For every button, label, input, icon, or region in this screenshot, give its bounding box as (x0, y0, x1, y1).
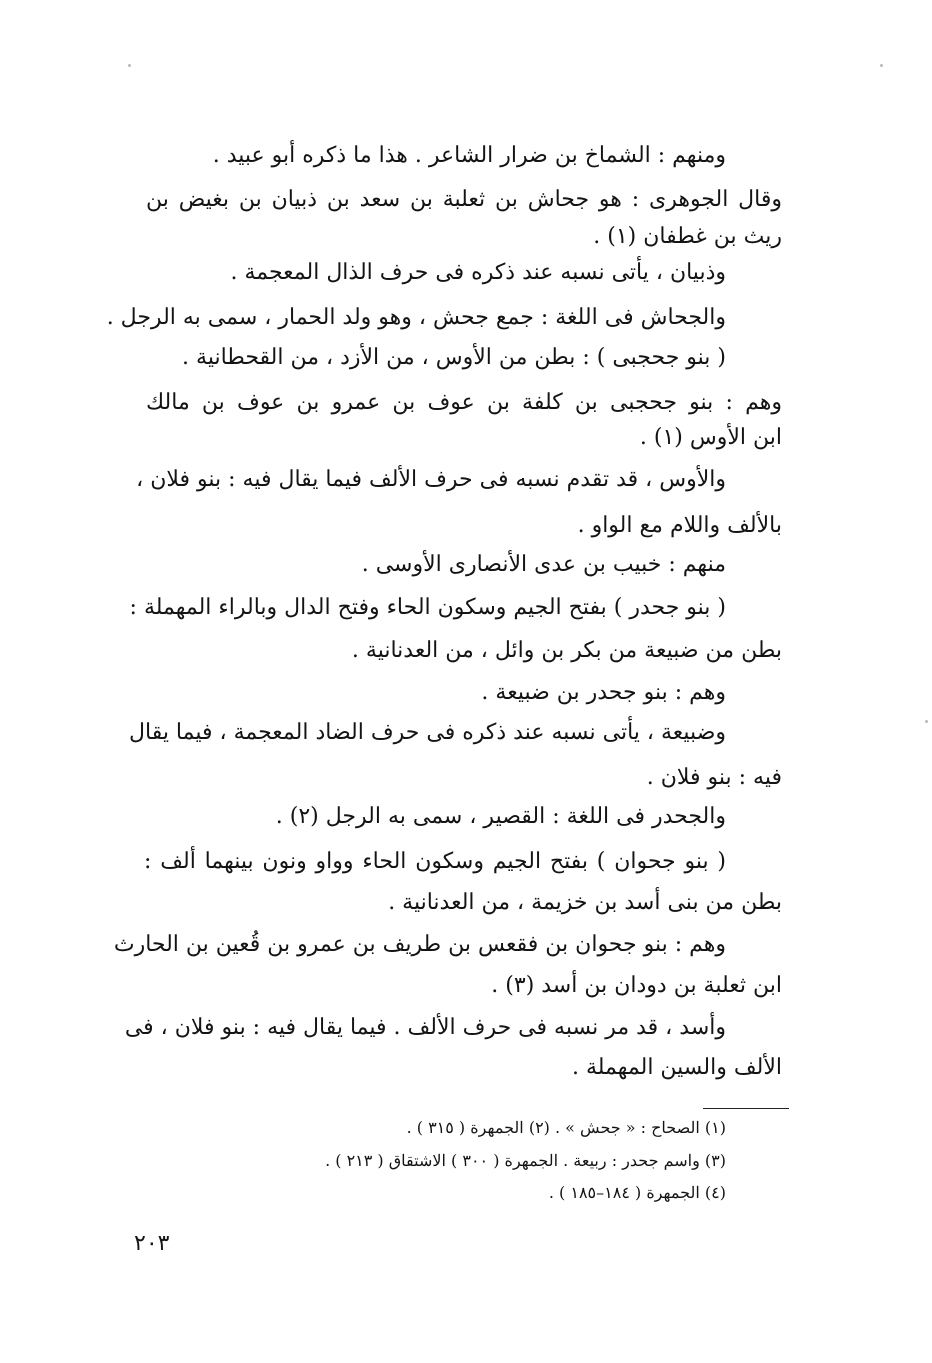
footnote-line: (١) الصحاح : « جحش » . (٢) الجمهرة ( ٣١٥ ) . (406, 1118, 726, 1137)
text-line: ابن الأوس (١) . (639, 425, 782, 450)
text-line: وهم : بنو جحوان بن فقعس بن طريف بن عمرو بن قُعين بن الحارث (113, 932, 726, 957)
scan-speck (128, 64, 131, 67)
scan-speck (925, 720, 928, 723)
text-line: بالألف واللام مع الواو . (577, 513, 782, 538)
page-number: ٢٠٣ (134, 1231, 170, 1256)
footnote-separator (703, 1108, 789, 1109)
text-line: الألف والسين المهملة . (571, 1055, 782, 1080)
text-line: بطن من ضبيعة من بكر بن وائل ، من العدنانية . (351, 638, 782, 663)
text-line: ابن ثعلبة بن دودان بن أسد (٣) . (491, 973, 782, 998)
text-line: بطن من بنى أسد بن خزيمة ، من العدنانية . (388, 890, 782, 915)
text-line: وقال الجوهرى : هو جحاش بن ثعلبة بن سعد بن ذبيان بن بغيض بن (146, 187, 782, 212)
text-line: ( بنو جحدر ) بفتح الجيم وسكون الحاء وفتح الدال وبالراء المهملة : (129, 595, 726, 620)
text-line: ( بنو جحوان ) بفتح الجيم وسكون الحاء وواو ونون بينهما ألف : (144, 849, 726, 874)
text-line: والجحاش فى اللغة : جمع جحش ، وهو ولد الحمار ، سمى به الرجل . (106, 305, 726, 330)
text-line: ومنهم : الشماخ بن ضرار الشاعر . هذا ما ذكره أبو عبيد . (212, 143, 726, 168)
scan-speck (880, 64, 883, 67)
text-line: وهم : بنو جحدر بن ضبيعة . (481, 680, 726, 705)
footnote-line: (٤) الجمهرة ( ١٨٤–١٨٥ ) . (548, 1183, 726, 1202)
text-line: وأسد ، قد مر نسبه فى حرف الألف . فيما يقال فيه : بنو فلان ، فى (124, 1015, 726, 1040)
text-line: ريث بن غطفان (١) . (593, 224, 782, 249)
text-line: والأوس ، قد تقدم نسبه فى حرف الألف فيما يقال فيه : بنو فلان ، (136, 467, 726, 492)
text-line: والجحدر فى اللغة : القصير ، سمى به الرجل (٢) . (275, 804, 726, 829)
text-line: وضبيعة ، يأتى نسبه عند ذكره فى حرف الضاد المعجمة ، فيما يقال (129, 720, 726, 745)
footnote-line: (٣) واسم جحدر : ربيعة . الجمهرة ( ٣٠٠ ) الاشتقاق ( ٢١٣ ) . (325, 1151, 726, 1170)
text-line: وهم : بنو جحجبى بن كلفة بن عوف بن عمرو بن عوف بن مالك (146, 390, 782, 415)
text-line: وذبيان ، يأتى نسبه عند ذكره فى حرف الذال المعجمة . (230, 260, 726, 285)
text-line: ( بنو جحجبى ) : بطن من الأوس ، من الأزد ، من القحطانية . (182, 345, 726, 370)
text-line: فيه : بنو فلان . (646, 765, 782, 790)
text-line: منهم : خبيب بن عدى الأنصارى الأوسى . (361, 552, 726, 577)
